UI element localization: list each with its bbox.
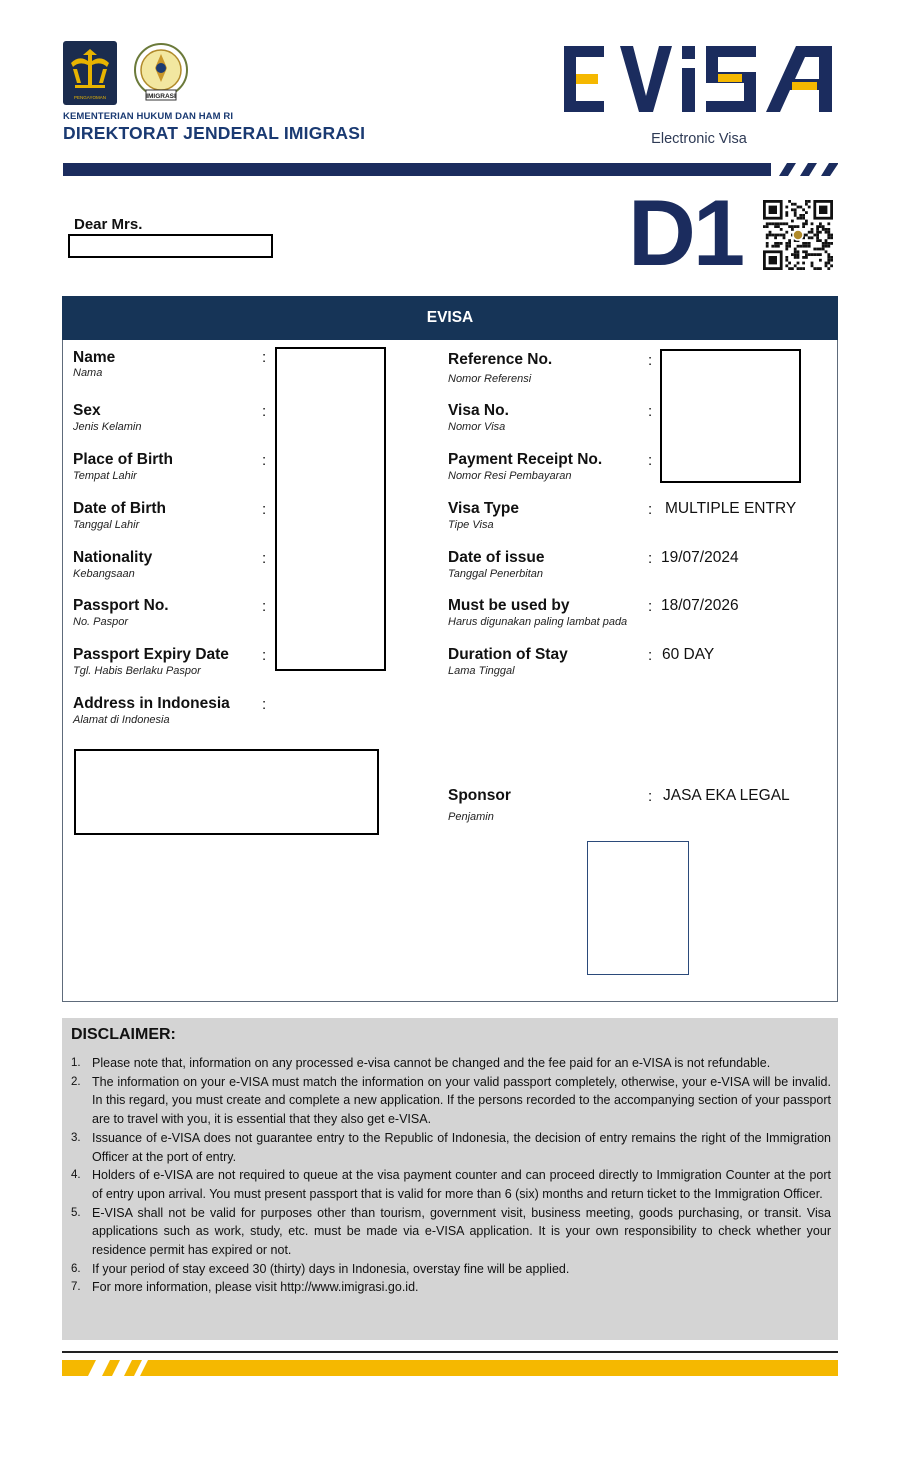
disclaimer-item-number: 2.: [71, 1075, 81, 1088]
header-divider-bar: [63, 163, 838, 176]
passport-expiry-sublabel: Tgl. Habis Berlaku Paspor: [73, 665, 201, 677]
place-of-birth-colon: :: [262, 452, 267, 469]
place-of-birth-label: Place of Birth: [73, 451, 173, 468]
disclaimer-title: DISCLAIMER:: [71, 1026, 176, 1043]
payment-receipt-label: Payment Receipt No.: [448, 451, 603, 468]
must-be-used-by-label: Must be used by: [448, 597, 570, 614]
name-colon: :: [262, 349, 267, 366]
disclaimer-item-text: Please note that, information on any processed e-visa cannot be changed and the fee paid for an e-VISA is not refundable.: [92, 1056, 771, 1070]
photo-placeholder: [587, 841, 689, 975]
visa-type-value: MULTIPLE ENTRY: [665, 500, 797, 517]
seal-caption: IMIGRASI: [146, 93, 176, 100]
disclaimer-item-number: 6.: [71, 1262, 81, 1275]
date-of-issue-label: Date of issue: [448, 549, 545, 566]
date-of-issue-colon: :: [648, 550, 653, 567]
payment-receipt-sublabel: Nomor Resi Pembayaran: [448, 470, 572, 482]
payment-receipt-colon: :: [648, 452, 653, 469]
disclaimer-item-number: 1.: [71, 1057, 81, 1069]
date-of-birth-colon: :: [262, 501, 267, 518]
footer-accent-bar: [62, 1360, 838, 1376]
sponsor-value: JASA EKA LEGAL: [663, 787, 790, 804]
reference-no-colon: :: [648, 352, 653, 369]
disclaimer-item-text: Holders of e-VISA are not required to queue at the visa payment counter and can proceed directly to Immigration Counter at the port of entry upon arrival. You must present passport that is valid for more than 6 (six) months and return ticket to the Immigration Officer.: [92, 1168, 831, 1201]
evisa-logo-subtitle: Electronic Visa: [651, 131, 747, 147]
disclaimer-item-number: 5.: [71, 1206, 81, 1219]
address-sublabel: Alamat di Indonesia: [73, 714, 170, 726]
nationality-colon: :: [262, 550, 267, 567]
redacted-reference-numbers: [660, 349, 801, 483]
qr-code-icon: [763, 200, 833, 270]
ministry-emblem-logo: [63, 41, 117, 105]
disclaimer-item: [71, 1278, 831, 1297]
redacted-personal-details: [275, 347, 386, 671]
address-colon: :: [262, 696, 267, 713]
passport-expiry-colon: :: [262, 647, 267, 664]
visa-no-label: Visa No.: [448, 402, 509, 419]
visa-type-sublabel: Tipe Visa: [448, 519, 494, 531]
passport-no-sublabel: No. Paspor: [73, 616, 129, 628]
evisa-logo-text: EViSA: [560, 39, 563, 40]
salutation: Dear Mrs.: [74, 216, 143, 233]
disclaimer-item: [71, 1166, 831, 1203]
redacted-address: [74, 749, 379, 835]
sponsor-colon: :: [648, 788, 653, 805]
sex-label: Sex: [73, 402, 101, 419]
visa-type-label: Visa Type: [448, 500, 519, 517]
nationality-sublabel: Kebangsaan: [73, 568, 135, 580]
disclaimer-item-text: E-VISA shall not be valid for purposes other than tourism, government visit, business meeting, goods purchasing, or transit. Visa applications such as work, study, etc. must be made via e-VISA application. It is your own responsibility to check whether your residence permit has expired or not.: [92, 1205, 831, 1258]
ministry-name: KEMENTERIAN HUKUM DAN HAM RI: [63, 111, 234, 122]
nationality-label: Nationality: [73, 549, 153, 566]
name-sublabel: Nama: [73, 367, 103, 379]
disclaimer-item: [71, 1260, 831, 1279]
visa-no-sublabel: Nomor Visa: [448, 421, 506, 433]
must-be-used-by-value: 18/07/2026: [661, 597, 739, 614]
name-label: Name: [73, 349, 116, 366]
sex-colon: :: [262, 403, 267, 420]
date-of-birth-label: Date of Birth: [73, 500, 166, 517]
disclaimer-item-text: Issuance of e-VISA does not guarantee entry to the Republic of Indonesia, the decision of entry remains the right of the Immigration Officer at the port of entry.: [92, 1130, 831, 1164]
disclaimer-item-number: 7.: [71, 1281, 81, 1294]
redacted-applicant-name: [68, 234, 273, 258]
visa-no-colon: :: [648, 403, 653, 420]
must-be-used-by-sublabel: Harus digunakan paling lambat pada: [448, 616, 628, 628]
disclaimer-item: [71, 1054, 831, 1073]
duration-of-stay-value: 60 DAY: [662, 646, 715, 663]
place-of-birth-sublabel: Tempat Lahir: [73, 470, 137, 482]
disclaimer-item: [71, 1129, 831, 1166]
visa-class-code: D1: [628, 180, 743, 285]
date-of-issue-sublabel: Tanggal Penerbitan: [448, 568, 544, 580]
disclaimer-item-number: 3.: [71, 1131, 81, 1144]
sponsor-sublabel: Penjamin: [448, 811, 494, 823]
disclaimer-item-text: For more information, please visit http://www.imigrasi.go.id.: [92, 1280, 419, 1295]
visa-type-colon: :: [648, 501, 653, 518]
must-be-used-by-colon: :: [648, 598, 653, 615]
emblem-caption: PENGAYOMAN: [74, 95, 106, 100]
sex-sublabel: Jenis Kelamin: [73, 421, 142, 433]
footer-divider-line: [62, 1351, 838, 1353]
disclaimer-item-text: The information on your e-VISA must match the information on your valid passport completely, otherwise, your e-VISA will be invalid. In this regard, you must create and complete a new application. If the persons recorded to the accompanying section of your passport are to travel with you, it is essential that they also get e-VISA.: [92, 1074, 831, 1127]
evisa-logo: [560, 38, 840, 120]
passport-expiry-label: Passport Expiry Date: [73, 646, 229, 663]
passport-no-label: Passport No.: [73, 597, 169, 614]
sponsor-label: Sponsor: [448, 787, 511, 804]
duration-of-stay-sublabel: Lama Tinggal: [448, 665, 515, 677]
disclaimer-item: [71, 1204, 831, 1260]
disclaimer-item: [71, 1073, 831, 1129]
immigration-seal-logo: [126, 40, 196, 106]
duration-of-stay-label: Duration of Stay: [448, 646, 568, 663]
reference-no-sublabel: Nomor Referensi: [448, 373, 532, 385]
date-of-birth-sublabel: Tanggal Lahir: [73, 519, 140, 531]
duration-of-stay-colon: :: [648, 647, 653, 664]
disclaimer-item-number: 4.: [71, 1169, 81, 1182]
date-of-issue-value: 19/07/2024: [661, 549, 739, 566]
disclaimer-item-text: If your period of stay exceed 30 (thirty) days in Indonesia, overstay fine will be applied.: [92, 1261, 570, 1276]
panel-title: EVISA: [62, 296, 838, 340]
directorate-name: DIREKTORAT JENDERAL IMIGRASI: [63, 123, 366, 143]
address-label: Address in Indonesia: [73, 695, 230, 712]
reference-no-label: Reference No.: [448, 351, 553, 368]
disclaimer-list: [71, 1054, 831, 1297]
passport-no-colon: :: [262, 598, 267, 615]
